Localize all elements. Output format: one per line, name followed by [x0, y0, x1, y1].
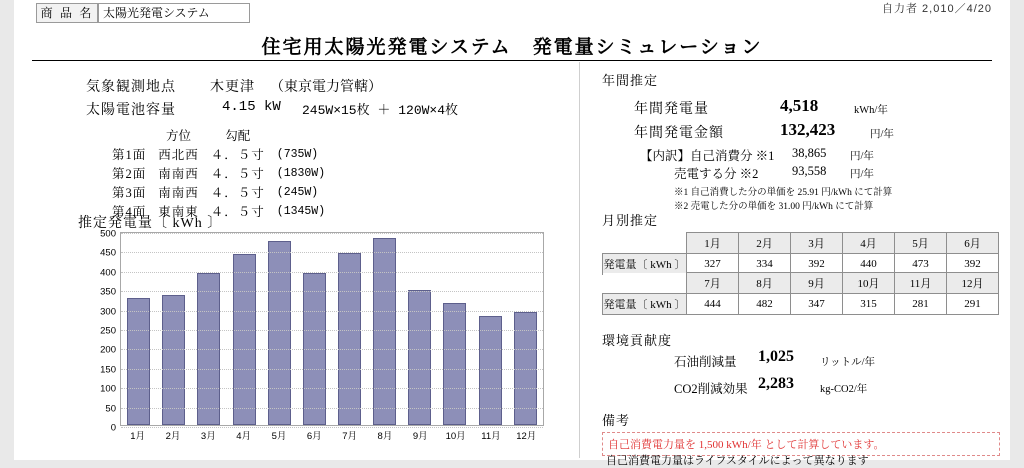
chart-gridline: [100, 247, 543, 259]
chart-x-tick-label: 8月: [377, 431, 393, 442]
chart-gridline: [100, 364, 543, 376]
chart-plot-area: [100, 228, 544, 434]
monthly-corner-blank: [603, 273, 687, 294]
remarks-sub-text: 自己消費電力量はライフスタイルによって異なります: [606, 455, 869, 467]
monthly-table-second-half: [602, 272, 999, 315]
chart-bar: [479, 316, 502, 425]
note-sell-price: ※2 売電した分の単価を 31.00 円/kWh にて計算: [674, 202, 874, 212]
panel-header-direction: 方位: [166, 129, 192, 143]
month-header: 7月: [687, 273, 739, 294]
panel-table: [106, 126, 331, 221]
month-header: 1月: [687, 233, 739, 254]
chart-gridline: [100, 286, 543, 298]
chart-gridline: [100, 306, 543, 318]
chart-y-tick-label: 400: [100, 267, 116, 279]
panel-watt: (245W): [276, 185, 319, 199]
panel-name: 第4面: [112, 205, 147, 219]
month-header: 4月: [843, 233, 895, 254]
remarks-highlight-text: 自己消費電力量を 1,500 kWh/年 として計算しています。: [608, 439, 885, 451]
chart-y-tick-label: 450: [100, 247, 116, 259]
chart-y-tick-label: 0: [110, 422, 116, 434]
co2-reduction-label: CO2削減効果: [674, 382, 748, 396]
month-value: 291: [947, 294, 999, 315]
panel-table-header: [106, 126, 331, 145]
table-row: [106, 164, 331, 183]
panel-header-slope: 勾配: [225, 129, 251, 143]
co2-reduction-unit: kg-CO2/年: [820, 384, 868, 395]
site-note: （東京電力管轄）: [270, 80, 382, 95]
title-divider: [32, 60, 992, 61]
table-row: [603, 294, 999, 315]
annual-money-value: 132,423: [780, 120, 836, 139]
oil-reduction-label: 石油削減量: [674, 355, 737, 369]
monthly-section-heading: 月別推定: [602, 213, 659, 228]
chart-y-tick-label: 200: [100, 344, 116, 356]
chart-x-tick-label: 12月: [516, 431, 537, 442]
note-self-price: ※1 自己消費した分の単価を 25.91 円/kWh にて計算: [674, 188, 893, 198]
table-row: [603, 233, 999, 254]
month-value: 392: [947, 254, 999, 275]
panel-slope: ４．５寸: [210, 186, 265, 200]
capacity-value: 4.15 kW: [222, 99, 281, 115]
breakdown-sell-label: 売電する分 ※2: [674, 167, 759, 181]
chart-y-tick-label: 300: [100, 306, 116, 318]
chart-bar: [338, 253, 361, 425]
panel-direction: 西北西: [158, 148, 199, 162]
chart-gridline: [105, 403, 543, 415]
annual-money-unit: 円/年: [870, 129, 894, 140]
annual-money-label: 年間発電金額: [634, 126, 724, 141]
breakdown-self-value: 38,865: [792, 146, 827, 160]
chart-y-tick-label: 100: [100, 383, 116, 395]
annual-generation-unit: kWh/年: [854, 105, 888, 116]
panel-slope: ４．５寸: [210, 205, 265, 219]
page-title: 住宅用太陽光発電システム 発電量シミュレーション: [261, 37, 763, 58]
product-name-label: 商 品 名: [36, 3, 98, 23]
table-row: [106, 183, 331, 202]
month-value: 444: [687, 294, 739, 315]
chart-x-axis-labels: [120, 428, 544, 442]
month-value: 473: [895, 254, 947, 275]
panel-slope: ４．５寸: [210, 167, 265, 181]
month-value: 315: [843, 294, 895, 315]
chart-y-tick-label: 50: [105, 403, 116, 415]
remarks-section-heading: 備考: [602, 413, 631, 428]
panel-slope: ４．５寸: [210, 148, 265, 162]
panel-watt: (1345W): [276, 204, 326, 218]
month-header: 12月: [947, 273, 999, 294]
month-header: 2月: [739, 233, 791, 254]
panel-watt: (735W): [276, 147, 319, 161]
table-row: [603, 273, 999, 294]
monthly-row-label: 発電量〔 kWh 〕: [603, 294, 687, 315]
month-value: 327: [687, 254, 739, 275]
month-value: 334: [739, 254, 791, 275]
chart-x-tick-label: 10月: [445, 431, 466, 442]
month-value: 482: [739, 294, 791, 315]
month-header: 3月: [791, 233, 843, 254]
month-header: 8月: [739, 273, 791, 294]
chart-bars: [121, 233, 543, 425]
chart-y-tick-label: 150: [100, 364, 116, 376]
simulation-sheet: [14, 0, 1010, 467]
panel-watt: (1830W): [276, 166, 326, 180]
co2-reduction-value: 2,283: [758, 375, 794, 392]
panel-header-watt: [271, 126, 331, 145]
generation-bar-chart: [78, 230, 558, 458]
environment-section-heading: 環境貢献度: [602, 333, 673, 348]
monthly-table-first-half: [602, 232, 999, 275]
chart-x-tick-label: 7月: [342, 431, 358, 442]
month-value: 347: [791, 294, 843, 315]
chart-x-tick-label: 6月: [306, 431, 322, 442]
month-header: 5月: [895, 233, 947, 254]
panel-name: 第3面: [112, 186, 147, 200]
chart-x-tick-label: 11月: [481, 431, 501, 442]
month-value: 392: [791, 254, 843, 275]
chart-gridline: [100, 325, 543, 337]
breakdown-self-unit: 円/年: [850, 151, 874, 162]
chart-x-tick-label: 1月: [130, 431, 146, 442]
chart-bar: [162, 295, 185, 425]
chart-y-tick-label: 250: [100, 325, 116, 337]
panel-header-blank: [106, 126, 152, 145]
capacity-detail: 245W×15枚 ＋ 120W×4枚: [302, 103, 459, 118]
panel-name: 第2面: [112, 167, 147, 181]
chart-x-tick-label: 3月: [200, 431, 216, 442]
month-header: 11月: [895, 273, 947, 294]
chart-bar: [127, 298, 150, 425]
top-bar: [14, 0, 1010, 26]
breakdown-sell-value: 93,558: [792, 164, 827, 178]
breakdown-self-label: 【内訳】自己消費分 ※1: [640, 149, 775, 163]
month-header: 6月: [947, 233, 999, 254]
chart-bar: [373, 238, 396, 425]
product-name-input[interactable]: 太陽光発電システム: [98, 3, 250, 23]
panel-direction: 南南西: [158, 167, 199, 181]
site-label: 気象観測地点: [86, 80, 176, 95]
chart-gridline: [100, 383, 543, 395]
chart-y-tick-label: 500: [100, 228, 116, 240]
column-divider: [579, 62, 580, 458]
month-header: 9月: [791, 273, 843, 294]
table-row: [106, 145, 331, 164]
capacity-label: 太陽電池容量: [86, 103, 176, 118]
chart-x-tick-label: 9月: [412, 431, 428, 442]
site-value: 木更津: [210, 80, 255, 95]
panel-direction: 東南東: [158, 205, 199, 219]
monthly-corner-blank: [603, 233, 687, 254]
chart-bar: [233, 254, 256, 425]
chart-x-tick-label: 5月: [271, 431, 287, 442]
month-value: 440: [843, 254, 895, 275]
monthly-row-label: 発電量〔 kWh 〕: [603, 254, 687, 275]
annual-generation-value: 4,518: [780, 96, 819, 115]
panel-name: 第1面: [112, 148, 147, 162]
chart-title: 推定発電量〔 kWh 〕: [78, 216, 223, 231]
chart-y-tick-label: 350: [100, 286, 116, 298]
oil-reduction-unit: リットル/年: [820, 357, 875, 368]
chart-x-tick-label: 2月: [165, 431, 181, 442]
chart-gridline: [100, 228, 543, 240]
month-value: 281: [895, 294, 947, 315]
panel-direction: 南南西: [158, 186, 199, 200]
oil-reduction-value: 1,025: [758, 348, 794, 365]
chart-x-tick-label: 4月: [236, 431, 252, 442]
breakdown-sell-unit: 円/年: [850, 169, 874, 180]
chart-gridline: [100, 344, 543, 356]
annual-section-heading: 年間推定: [602, 73, 659, 88]
chart-bar: [268, 241, 291, 425]
top-right-text: 自力者 2,010／4/20: [882, 3, 992, 15]
chart-gridline: [100, 267, 543, 279]
annual-generation-label: 年間発電量: [634, 102, 709, 117]
month-header: 10月: [843, 273, 895, 294]
